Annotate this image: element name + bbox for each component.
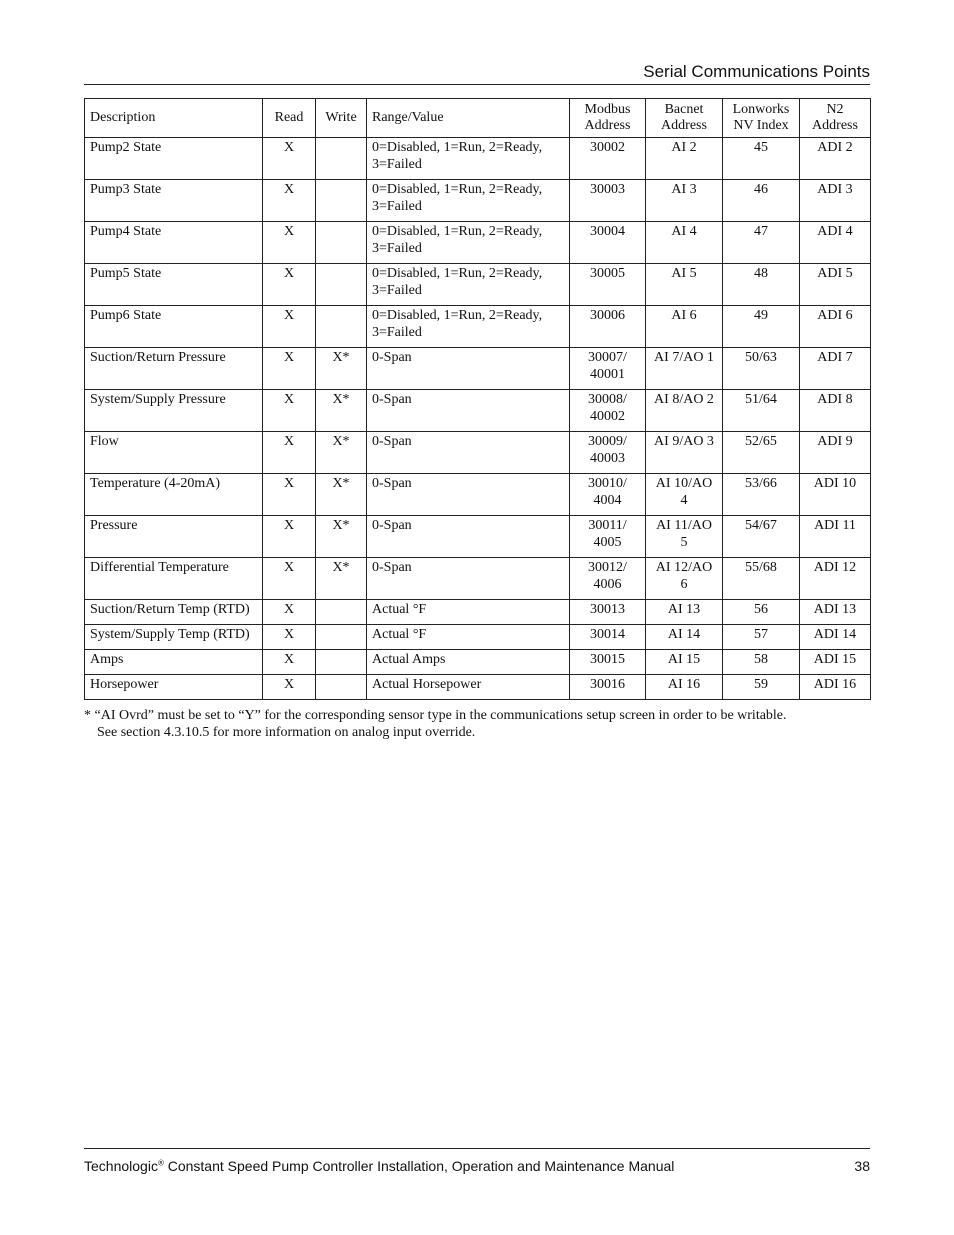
cell-write bbox=[316, 180, 367, 222]
cell-range-value: 0-Span bbox=[367, 432, 570, 474]
cell-lonworks-nv-index: 49 bbox=[723, 306, 800, 348]
cell-write: X* bbox=[316, 558, 367, 600]
cell-bacnet-address: AI 5 bbox=[646, 264, 723, 306]
cell-range-value: Actual Amps bbox=[367, 650, 570, 675]
cell-read: X bbox=[263, 675, 316, 700]
cell-write: X* bbox=[316, 348, 367, 390]
cell-description: Flow bbox=[85, 432, 263, 474]
cell-bacnet-address: AI 2 bbox=[646, 138, 723, 180]
cell-description: Pump3 State bbox=[85, 180, 263, 222]
table-row bbox=[85, 625, 871, 650]
cell-n2-address: ADI 9 bbox=[800, 432, 871, 474]
cell-n2-address: ADI 7 bbox=[800, 348, 871, 390]
table-row bbox=[85, 650, 871, 675]
cell-modbus-address: 30007/ 40001 bbox=[570, 348, 646, 390]
cell-bacnet-address: AI 7/AO 1 bbox=[646, 348, 723, 390]
table-row bbox=[85, 348, 871, 390]
cell-n2-address: ADI 11 bbox=[800, 516, 871, 558]
table-row bbox=[85, 516, 871, 558]
cell-description: Pump5 State bbox=[85, 264, 263, 306]
cell-lonworks-nv-index: 57 bbox=[723, 625, 800, 650]
cell-n2-address: ADI 4 bbox=[800, 222, 871, 264]
page-number: 38 bbox=[854, 1158, 870, 1174]
cell-n2-address: ADI 3 bbox=[800, 180, 871, 222]
header-description: Description bbox=[85, 99, 263, 138]
cell-bacnet-address: AI 16 bbox=[646, 675, 723, 700]
cell-read: X bbox=[263, 516, 316, 558]
cell-read: X bbox=[263, 650, 316, 675]
cell-n2-address: ADI 8 bbox=[800, 390, 871, 432]
cell-description: Pressure bbox=[85, 516, 263, 558]
cell-read: X bbox=[263, 138, 316, 180]
header-n2-address: N2 Address bbox=[800, 99, 871, 138]
cell-description: Suction/Return Pressure bbox=[85, 348, 263, 390]
cell-description: Pump4 State bbox=[85, 222, 263, 264]
cell-write bbox=[316, 138, 367, 180]
cell-description: Horsepower bbox=[85, 675, 263, 700]
cell-write bbox=[316, 306, 367, 348]
cell-n2-address: ADI 16 bbox=[800, 675, 871, 700]
page-header bbox=[84, 60, 870, 85]
cell-lonworks-nv-index: 58 bbox=[723, 650, 800, 675]
header-range-value: Range/Value bbox=[367, 99, 570, 138]
brand-name: Technologic bbox=[84, 1158, 158, 1174]
cell-lonworks-nv-index: 56 bbox=[723, 600, 800, 625]
cell-modbus-address: 30012/ 4006 bbox=[570, 558, 646, 600]
cell-read: X bbox=[263, 600, 316, 625]
header-bacnet-address: Bacnet Address bbox=[646, 99, 723, 138]
cell-write: X* bbox=[316, 516, 367, 558]
cell-bacnet-address: AI 10/AO 4 bbox=[646, 474, 723, 516]
cell-description: Temperature (4-20mA) bbox=[85, 474, 263, 516]
cell-read: X bbox=[263, 432, 316, 474]
cell-lonworks-nv-index: 48 bbox=[723, 264, 800, 306]
cell-write bbox=[316, 600, 367, 625]
cell-modbus-address: 30002 bbox=[570, 138, 646, 180]
cell-modbus-address: 30011/ 4005 bbox=[570, 516, 646, 558]
cell-bacnet-address: AI 8/AO 2 bbox=[646, 390, 723, 432]
cell-bacnet-address: AI 15 bbox=[646, 650, 723, 675]
header-read: Read bbox=[263, 99, 316, 138]
cell-bacnet-address: AI 4 bbox=[646, 222, 723, 264]
cell-range-value: 0=Disabled, 1=Run, 2=Ready, 3=Failed bbox=[367, 264, 570, 306]
manual-title-text: Constant Speed Pump Controller Installation, Operation and Maintenance Manual bbox=[163, 1158, 675, 1174]
cell-range-value: 0-Span bbox=[367, 474, 570, 516]
cell-read: X bbox=[263, 306, 316, 348]
table-row bbox=[85, 600, 871, 625]
cell-write bbox=[316, 650, 367, 675]
table-row bbox=[85, 264, 871, 306]
cell-lonworks-nv-index: 52/65 bbox=[723, 432, 800, 474]
cell-description: System/Supply Temp (RTD) bbox=[85, 625, 263, 650]
cell-lonworks-nv-index: 53/66 bbox=[723, 474, 800, 516]
cell-write: X* bbox=[316, 390, 367, 432]
cell-n2-address: ADI 14 bbox=[800, 625, 871, 650]
cell-modbus-address: 30014 bbox=[570, 625, 646, 650]
cell-modbus-address: 30008/ 40002 bbox=[570, 390, 646, 432]
table-body bbox=[85, 138, 871, 700]
cell-bacnet-address: AI 14 bbox=[646, 625, 723, 650]
cell-write bbox=[316, 625, 367, 650]
cell-range-value: Actual Horsepower bbox=[367, 675, 570, 700]
cell-modbus-address: 30006 bbox=[570, 306, 646, 348]
cell-write bbox=[316, 222, 367, 264]
cell-bacnet-address: AI 12/AO 6 bbox=[646, 558, 723, 600]
cell-bacnet-address: AI 13 bbox=[646, 600, 723, 625]
cell-lonworks-nv-index: 45 bbox=[723, 138, 800, 180]
serial-points-table bbox=[84, 98, 871, 700]
cell-write: X* bbox=[316, 432, 367, 474]
header-modbus-address: Modbus Address bbox=[570, 99, 646, 138]
cell-lonworks-nv-index: 54/67 bbox=[723, 516, 800, 558]
cell-modbus-address: 30004 bbox=[570, 222, 646, 264]
cell-bacnet-address: AI 11/AO 5 bbox=[646, 516, 723, 558]
cell-read: X bbox=[263, 390, 316, 432]
cell-n2-address: ADI 10 bbox=[800, 474, 871, 516]
cell-bacnet-address: AI 6 bbox=[646, 306, 723, 348]
manual-title bbox=[84, 1158, 674, 1174]
cell-lonworks-nv-index: 50/63 bbox=[723, 348, 800, 390]
cell-n2-address: ADI 5 bbox=[800, 264, 871, 306]
table-row bbox=[85, 432, 871, 474]
table-row bbox=[85, 558, 871, 600]
cell-modbus-address: 30015 bbox=[570, 650, 646, 675]
cell-range-value: 0=Disabled, 1=Run, 2=Ready, 3=Failed bbox=[367, 306, 570, 348]
cell-read: X bbox=[263, 222, 316, 264]
cell-description: Suction/Return Temp (RTD) bbox=[85, 600, 263, 625]
cell-range-value: 0-Span bbox=[367, 348, 570, 390]
cell-range-value: 0=Disabled, 1=Run, 2=Ready, 3=Failed bbox=[367, 222, 570, 264]
cell-read: X bbox=[263, 180, 316, 222]
cell-range-value: 0-Span bbox=[367, 558, 570, 600]
footnote-line-2: See section 4.3.10.5 for more information on analog input override. bbox=[97, 724, 476, 740]
cell-range-value: 0=Disabled, 1=Run, 2=Ready, 3=Failed bbox=[367, 180, 570, 222]
cell-read: X bbox=[263, 264, 316, 306]
cell-description: System/Supply Pressure bbox=[85, 390, 263, 432]
header-lonworks-nv-index: Lonworks NV Index bbox=[723, 99, 800, 138]
header-write: Write bbox=[316, 99, 367, 138]
table-row bbox=[85, 222, 871, 264]
cell-write bbox=[316, 264, 367, 306]
cell-range-value: 0-Span bbox=[367, 390, 570, 432]
cell-n2-address: ADI 6 bbox=[800, 306, 871, 348]
cell-lonworks-nv-index: 47 bbox=[723, 222, 800, 264]
cell-read: X bbox=[263, 625, 316, 650]
cell-bacnet-address: AI 9/AO 3 bbox=[646, 432, 723, 474]
cell-read: X bbox=[263, 558, 316, 600]
cell-description: Pump2 State bbox=[85, 138, 263, 180]
cell-write: X* bbox=[316, 474, 367, 516]
cell-modbus-address: 30016 bbox=[570, 675, 646, 700]
table-row bbox=[85, 390, 871, 432]
cell-lonworks-nv-index: 46 bbox=[723, 180, 800, 222]
cell-n2-address: ADI 12 bbox=[800, 558, 871, 600]
cell-range-value: 0-Span bbox=[367, 516, 570, 558]
table-row bbox=[85, 675, 871, 700]
cell-range-value: Actual °F bbox=[367, 625, 570, 650]
footnote-line-1: * “AI Ovrd” must be set to “Y” for the corresponding sensor type in the communications setup screen in order to be writable. bbox=[84, 708, 787, 723]
cell-modbus-address: 30013 bbox=[570, 600, 646, 625]
footnote bbox=[84, 708, 870, 741]
cell-n2-address: ADI 15 bbox=[800, 650, 871, 675]
cell-lonworks-nv-index: 59 bbox=[723, 675, 800, 700]
table-row bbox=[85, 180, 871, 222]
cell-n2-address: ADI 2 bbox=[800, 138, 871, 180]
registered-mark: ® bbox=[157, 1158, 164, 1168]
cell-range-value: Actual °F bbox=[367, 600, 570, 625]
cell-bacnet-address: AI 3 bbox=[646, 180, 723, 222]
cell-read: X bbox=[263, 348, 316, 390]
cell-lonworks-nv-index: 51/64 bbox=[723, 390, 800, 432]
cell-range-value: 0=Disabled, 1=Run, 2=Ready, 3=Failed bbox=[367, 138, 570, 180]
cell-description: Pump6 State bbox=[85, 306, 263, 348]
cell-description: Differential Temperature bbox=[85, 558, 263, 600]
cell-modbus-address: 30005 bbox=[570, 264, 646, 306]
cell-write bbox=[316, 675, 367, 700]
cell-n2-address: ADI 13 bbox=[800, 600, 871, 625]
cell-read: X bbox=[263, 474, 316, 516]
page-title: Serial Communications Points bbox=[643, 62, 870, 81]
cell-modbus-address: 30009/ 40003 bbox=[570, 432, 646, 474]
table-row bbox=[85, 138, 871, 180]
table-row bbox=[85, 474, 871, 516]
cell-lonworks-nv-index: 55/68 bbox=[723, 558, 800, 600]
cell-description: Amps bbox=[85, 650, 263, 675]
page-footer bbox=[84, 1148, 870, 1174]
cell-modbus-address: 30003 bbox=[570, 180, 646, 222]
table-row bbox=[85, 306, 871, 348]
table-header-row bbox=[85, 99, 871, 138]
cell-modbus-address: 30010/ 4004 bbox=[570, 474, 646, 516]
